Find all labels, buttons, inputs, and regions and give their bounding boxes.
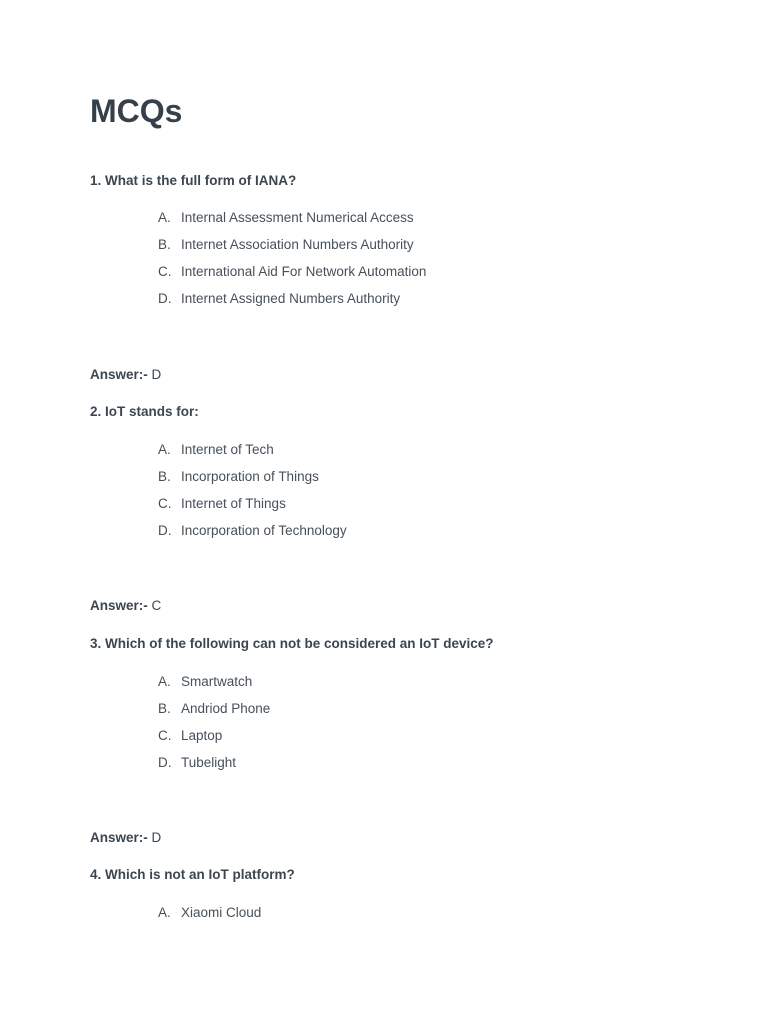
option-item [158, 468, 347, 495]
answer-value: D [147, 830, 162, 845]
option-letter: D. [158, 755, 172, 770]
question-4: 4. Which is not an IoT platform? [90, 867, 295, 882]
option-letter: A. [158, 442, 171, 457]
option-letter: B. [158, 469, 171, 484]
option-item [158, 263, 426, 290]
answer-label: Answer:- [90, 367, 148, 382]
option-item [158, 209, 426, 236]
answer-1 [90, 366, 161, 384]
option-letter: D. [158, 523, 172, 538]
option-item [158, 522, 347, 549]
option-text: Xiaomi Cloud [181, 905, 262, 920]
answer-label: Answer:- [90, 598, 148, 613]
option-item [158, 441, 347, 468]
option-text: Internal Assessment Numerical Access [181, 210, 414, 225]
option-letter: A. [158, 674, 171, 689]
option-item [158, 495, 347, 522]
option-item [158, 673, 270, 700]
option-item [158, 700, 270, 727]
option-text: Internet of Tech [181, 442, 274, 457]
option-text: Andriod Phone [181, 701, 271, 716]
question-1: 1. What is the full form of IANA? [90, 173, 297, 188]
answer-value: C [147, 598, 162, 613]
question-4-options [158, 904, 261, 931]
option-text: Smartwatch [181, 674, 253, 689]
page-title: MCQs [90, 93, 183, 129]
question-3-options [158, 673, 270, 781]
option-letter: B. [158, 237, 171, 252]
option-letter: C. [158, 728, 172, 743]
answer-value: D [147, 367, 162, 382]
answer-label: Answer:- [90, 830, 148, 845]
option-text: Internet of Things [181, 496, 286, 511]
option-text: Laptop [181, 728, 223, 743]
answer-2 [90, 597, 161, 615]
option-text: International Aid For Network Automation [181, 264, 427, 279]
option-text: Incorporation of Technology [181, 523, 347, 538]
option-text: Incorporation of Things [181, 469, 319, 484]
option-letter: A. [158, 210, 171, 225]
option-item [158, 904, 261, 931]
option-letter: D. [158, 291, 172, 306]
answer-3 [90, 829, 161, 847]
option-letter: A. [158, 905, 171, 920]
option-item [158, 236, 426, 263]
option-letter: C. [158, 496, 172, 511]
option-item [158, 727, 270, 754]
option-item [158, 754, 270, 781]
option-text: Internet Association Numbers Authority [181, 237, 414, 252]
option-letter: C. [158, 264, 172, 279]
option-text: Tubelight [181, 755, 237, 770]
question-3: 3. Which of the following can not be considered an IoT device? [90, 636, 494, 651]
option-letter: B. [158, 701, 171, 716]
question-2: 2. IoT stands for: [90, 404, 199, 419]
option-text: Internet Assigned Numbers Authority [181, 291, 401, 306]
question-1-options [158, 209, 426, 317]
question-2-options [158, 441, 347, 549]
option-item [158, 290, 426, 317]
